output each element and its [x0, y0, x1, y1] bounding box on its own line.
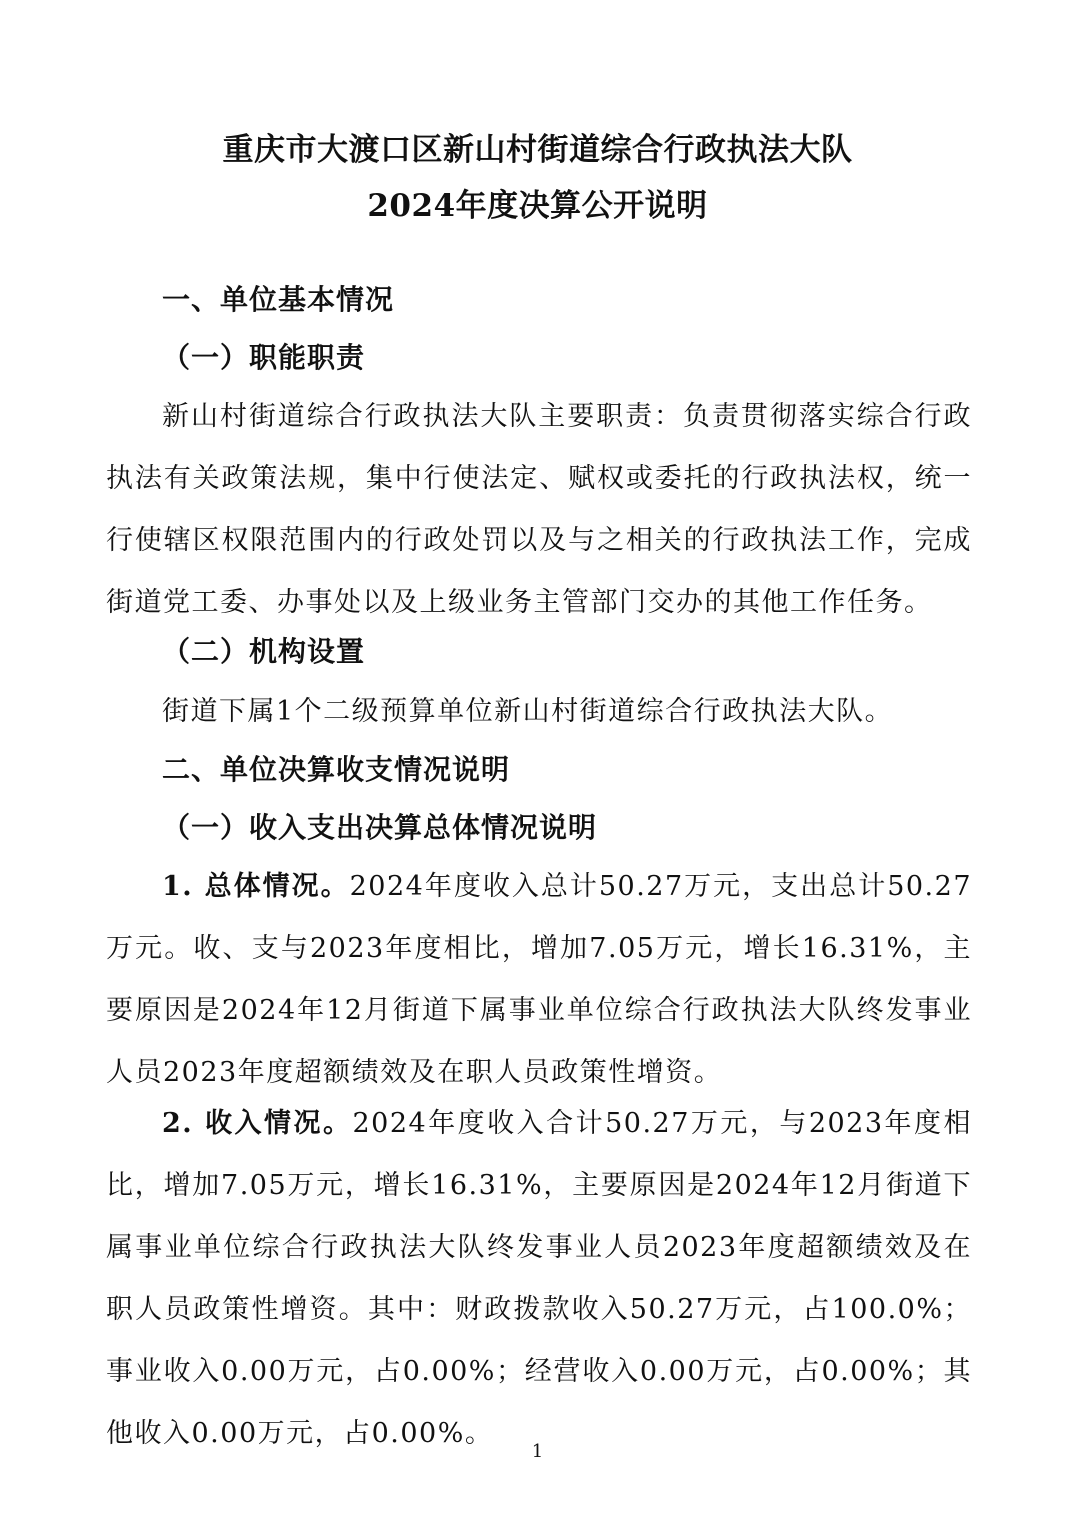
item-text-overall: 2024年度收入总计50.27万元，支出总计50.27万元。收、支与2023年度相比，增加7.05万元，增长16.31%，主要原因是2024年12月街道下属事业单位综合行政执法大队终发事业人员2023年度超额绩效及在职人员政策性增资。	[106, 871, 972, 1088]
paragraph-overall-situation	[106, 856, 972, 1104]
page-number: 1	[531, 1441, 544, 1462]
document-title-line1: 重庆市大渡口区新山村街道综合行政执法大队	[222, 132, 853, 168]
item-text-income: 2024年度收入合计50.27万元，与2023年度相比，增加7.05万元，增长16.31%，主要原因是2024年12月街道下属事业单位综合行政执法大队终发事业人员2023年度超额绩效及在职人员政策性增资。其中：财政拨款收入50.27万元，占100.0%；事业收入0.00万元，占0.00%；经营收入0.00万元，占0.00%；其他收入0.00万元，占0.00%。	[106, 1108, 972, 1449]
paragraph-income-situation	[106, 1093, 972, 1465]
section-heading-basic-info: 一、单位基本情况	[162, 283, 395, 316]
subsection-heading-functions: （一）职能职责	[162, 341, 366, 374]
section-heading-budget-summary: 二、单位决算收支情况说明	[162, 753, 511, 786]
paragraph-functions: 新山村街道综合行政执法大队主要职责：负责贯彻落实综合行政执法有关政策法规，集中行使法定、赋权或委托的行政执法权，统一行使辖区权限范围内的行政处罚以及与之相关的行政执法工作，完成街道党工委、办事处以及上级业务主管部门交办的其他工作任务。	[106, 401, 972, 618]
paragraph-organization: 街道下属1个二级预算单位新山村街道综合行政执法大队。	[162, 696, 894, 727]
document-title-line2: 2024年度决算公开说明	[367, 188, 708, 224]
subsection-heading-organization: （二）机构设置	[162, 635, 366, 668]
item-label-overall: 1. 总体情况。	[162, 871, 350, 902]
subsection-heading-overall: （一）收入支出决算总体情况说明	[162, 811, 598, 844]
item-label-income: 2. 收入情况。	[162, 1108, 353, 1139]
